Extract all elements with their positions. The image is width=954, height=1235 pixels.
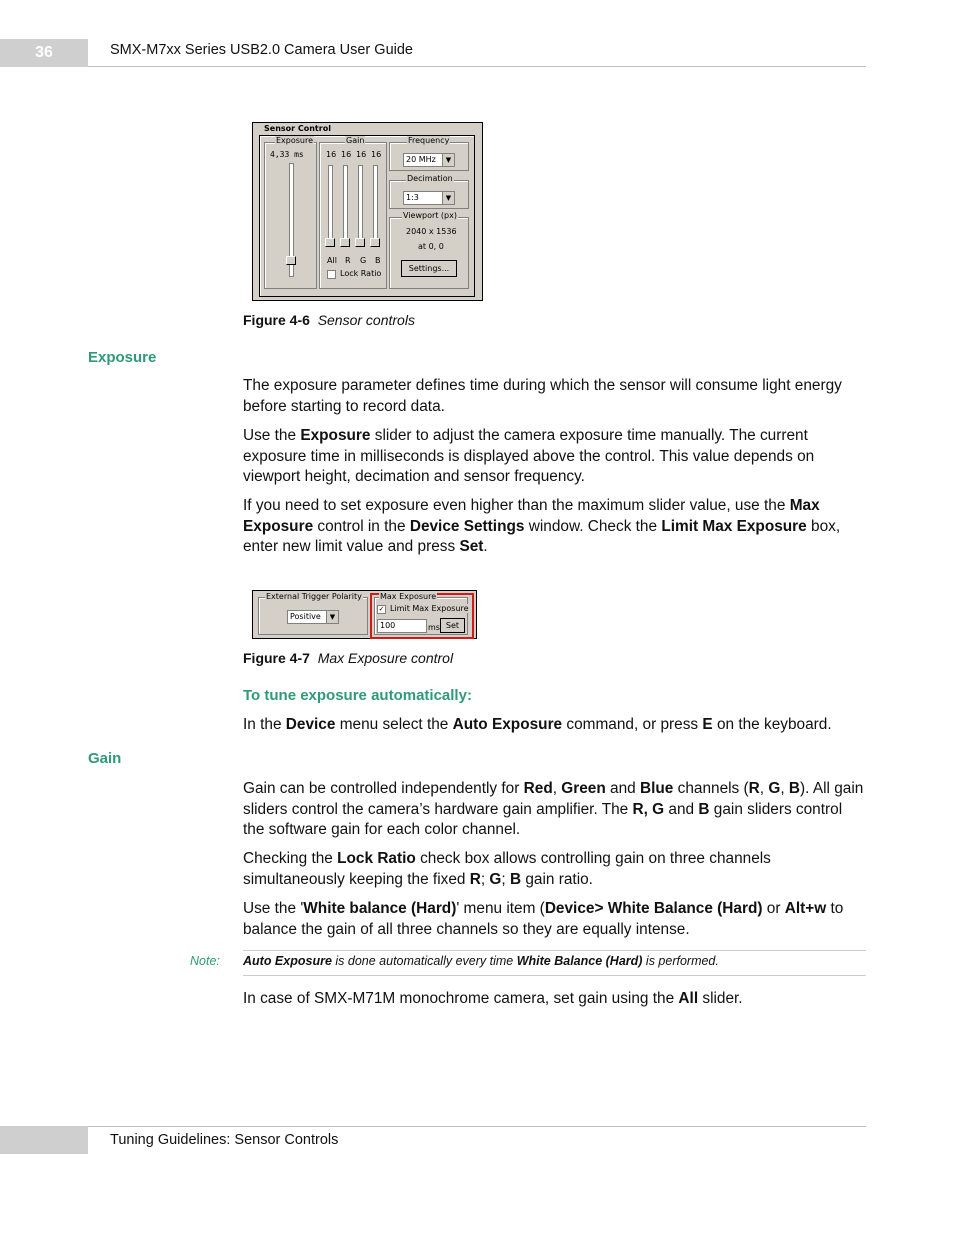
text: Max Exposure — [243, 497, 820, 535]
text: Alt+w — [784, 900, 827, 917]
text: In the — [243, 716, 286, 733]
text: ). All gain sliders control the camera’s hardware gain amplifier. The — [243, 780, 864, 818]
page-number: 36 — [35, 44, 53, 61]
text: Auto Exposure — [243, 954, 332, 968]
note-rule-bottom — [243, 975, 866, 976]
text: window. Check the — [524, 517, 662, 535]
frequency-label: Frequency — [408, 136, 450, 145]
text: In case of SMX-M71M monochrome camera, set gain using the — [243, 990, 679, 1007]
text: is performed. — [642, 954, 719, 968]
text: channels ( — [673, 780, 749, 797]
gain-r-slider-thumb[interactable] — [340, 238, 350, 247]
gain-g-slider-thumb[interactable] — [355, 238, 365, 247]
note-label: Note: — [190, 954, 220, 968]
text: E — [702, 716, 713, 733]
text: slider to adjust the camera exposure time manually. The current exposure time in milliseconds is displayed above the control. This value depends on viewport height, decimation and sensor frequency. — [243, 427, 815, 485]
text: Blue — [640, 780, 674, 797]
trigger-polarity-select[interactable] — [287, 610, 339, 624]
text: B — [788, 780, 801, 797]
gain-value-all: 16 — [326, 150, 337, 159]
text: , — [780, 780, 789, 797]
footer-title: Tuning Guidelines: Sensor Controls — [110, 1132, 339, 1148]
max-exposure-input[interactable] — [377, 619, 427, 633]
text: and — [664, 800, 699, 818]
max-exposure-dialog — [252, 590, 477, 639]
text: Gain can be controlled independently for — [243, 780, 524, 797]
text: and — [605, 780, 640, 797]
text: slider. — [698, 990, 743, 1007]
auto-exposure-heading: To tune exposure automatically: — [243, 687, 472, 704]
text: ; — [501, 870, 510, 888]
text: Use the — [243, 427, 301, 444]
gain-group-label: Gain — [346, 136, 365, 145]
gain-all-slider-track[interactable] — [328, 165, 333, 243]
text: on the keyboard. — [712, 716, 832, 733]
text: ; — [480, 870, 490, 888]
text: R — [469, 870, 481, 888]
text: command, or press — [562, 716, 703, 733]
gain-paragraph-1 — [243, 779, 867, 841]
figure-number: Figure 4-7 — [243, 650, 310, 666]
sensor-control-title: Sensor Control — [264, 124, 331, 133]
text: , — [552, 780, 562, 797]
text: to balance the gain of all three channels so they are equally intense. — [243, 900, 844, 938]
gain-value-g: 16 — [356, 150, 367, 159]
decimation-select[interactable] — [403, 191, 455, 205]
text: Use the ' — [243, 900, 304, 917]
text: . — [483, 538, 488, 555]
gain-heading: Gain — [88, 750, 122, 767]
text: G — [768, 780, 781, 797]
limit-max-exposure-checkbox[interactable]: ✓ — [378, 605, 385, 613]
trigger-polarity-label: External Trigger Polarity — [266, 592, 362, 601]
viewport-offset: at 0, 0 — [418, 242, 444, 251]
gain-paragraph-2 — [243, 849, 867, 890]
decimation-value: 1:3 — [406, 193, 419, 202]
gain-paragraph-3 — [243, 899, 867, 940]
chevron-down-icon[interactable]: ▼ — [326, 611, 338, 623]
settings-button[interactable]: Settings... — [401, 260, 457, 277]
text: R, G — [632, 800, 665, 818]
text: or — [762, 900, 785, 917]
frequency-select[interactable] — [403, 153, 455, 167]
text: Limit Max Exposure — [661, 517, 807, 535]
text: Checking the — [243, 850, 338, 867]
gain-b-slider-thumb[interactable] — [370, 238, 380, 247]
text: White Balance (Hard) — [516, 954, 643, 968]
text: Red — [523, 780, 553, 797]
exposure-group-label: Exposure — [276, 136, 314, 145]
gain-paragraph-4 — [243, 989, 867, 1010]
text: gain ratio. — [521, 870, 593, 888]
document-title: SMX-M7xx Series USB2.0 Camera User Guide — [110, 42, 413, 58]
text: R — [748, 780, 760, 797]
note-rule-top — [243, 950, 866, 951]
note-text — [243, 954, 863, 968]
text: box, enter new limit value and press — [243, 517, 841, 555]
gain-label-r: R — [345, 256, 351, 265]
exposure-paragraph-3 — [243, 496, 867, 558]
gain-label-b: B — [375, 256, 381, 265]
exposure-paragraph-2 — [243, 426, 867, 488]
text: Lock Ratio — [337, 850, 416, 867]
text: Device Settings — [409, 517, 525, 535]
exposure-paragraph-1: The exposure parameter defines time during which the sensor will consume light energy before starting to record data. — [243, 377, 842, 415]
gain-label-all: All — [327, 256, 337, 265]
set-button[interactable]: Set — [440, 618, 465, 633]
figure-4-6-caption — [243, 312, 415, 328]
text: is done automatically every time — [331, 954, 517, 968]
gain-value-b: 16 — [371, 150, 382, 159]
text: check box allows controlling gain on three channels simultaneously keeping the fixed — [243, 850, 771, 888]
auto-exposure-paragraph — [243, 715, 867, 736]
text: B — [509, 870, 522, 888]
text: G — [489, 870, 502, 888]
gain-all-slider-thumb[interactable] — [325, 238, 335, 247]
text: All — [678, 990, 699, 1007]
unit-label: ms — [428, 623, 440, 632]
figure-title: Max Exposure control — [317, 650, 454, 666]
gain-value-r: 16 — [341, 150, 352, 159]
decimation-label: Decimation — [407, 174, 453, 183]
figure-title: Sensor controls — [317, 312, 415, 328]
figure-4-7-caption — [243, 650, 453, 666]
max-exposure-label: Max Exposure — [380, 592, 437, 601]
viewport-size: 2040 x 1536 — [406, 227, 457, 236]
footer-bar — [0, 1126, 88, 1154]
text: B — [698, 800, 710, 818]
lock-ratio-label: Lock Ratio — [340, 269, 382, 278]
figure-number: Figure 4-6 — [243, 312, 310, 328]
text: Device> White Balance (Hard) — [544, 900, 763, 917]
lock-ratio-checkbox[interactable] — [327, 270, 336, 279]
sensor-control-dialog — [252, 122, 483, 301]
chevron-down-icon[interactable]: ▼ — [442, 154, 454, 166]
text: White balance (Hard) — [303, 900, 457, 917]
text: gain sliders control the software gain for each color channel. — [243, 800, 843, 838]
exposure-value: 4,33 ms — [270, 150, 304, 159]
viewport-label: Viewport (px) — [403, 211, 457, 220]
gain-r-slider-track[interactable] — [343, 165, 348, 243]
trigger-polarity-value: Positive — [290, 612, 321, 621]
max-exposure-value: 100 — [380, 621, 396, 630]
exposure-slider-thumb[interactable] — [286, 256, 296, 265]
text: ' menu item ( — [456, 900, 545, 917]
footer-rule — [88, 1126, 866, 1127]
chevron-down-icon[interactable]: ▼ — [442, 192, 454, 204]
gain-b-slider-track[interactable] — [373, 165, 378, 243]
gain-g-slider-track[interactable] — [358, 165, 363, 243]
text: control in the — [313, 517, 410, 535]
text: Auto Exposure — [452, 716, 563, 733]
limit-max-exposure-label: Limit Max Exposure — [390, 604, 469, 613]
exposure-heading: Exposure — [88, 349, 157, 366]
text: menu select the — [335, 716, 453, 733]
header-rule — [88, 66, 866, 67]
text: Set — [459, 538, 484, 555]
text: Exposure — [300, 427, 371, 444]
frequency-value: 20 MHz — [406, 155, 436, 164]
text: Device — [285, 716, 336, 733]
gain-label-g: G — [360, 256, 367, 265]
text: , — [759, 780, 769, 797]
text: Green — [561, 780, 606, 797]
text: If you need to set exposure even higher than the maximum slider value, use the — [243, 497, 790, 514]
